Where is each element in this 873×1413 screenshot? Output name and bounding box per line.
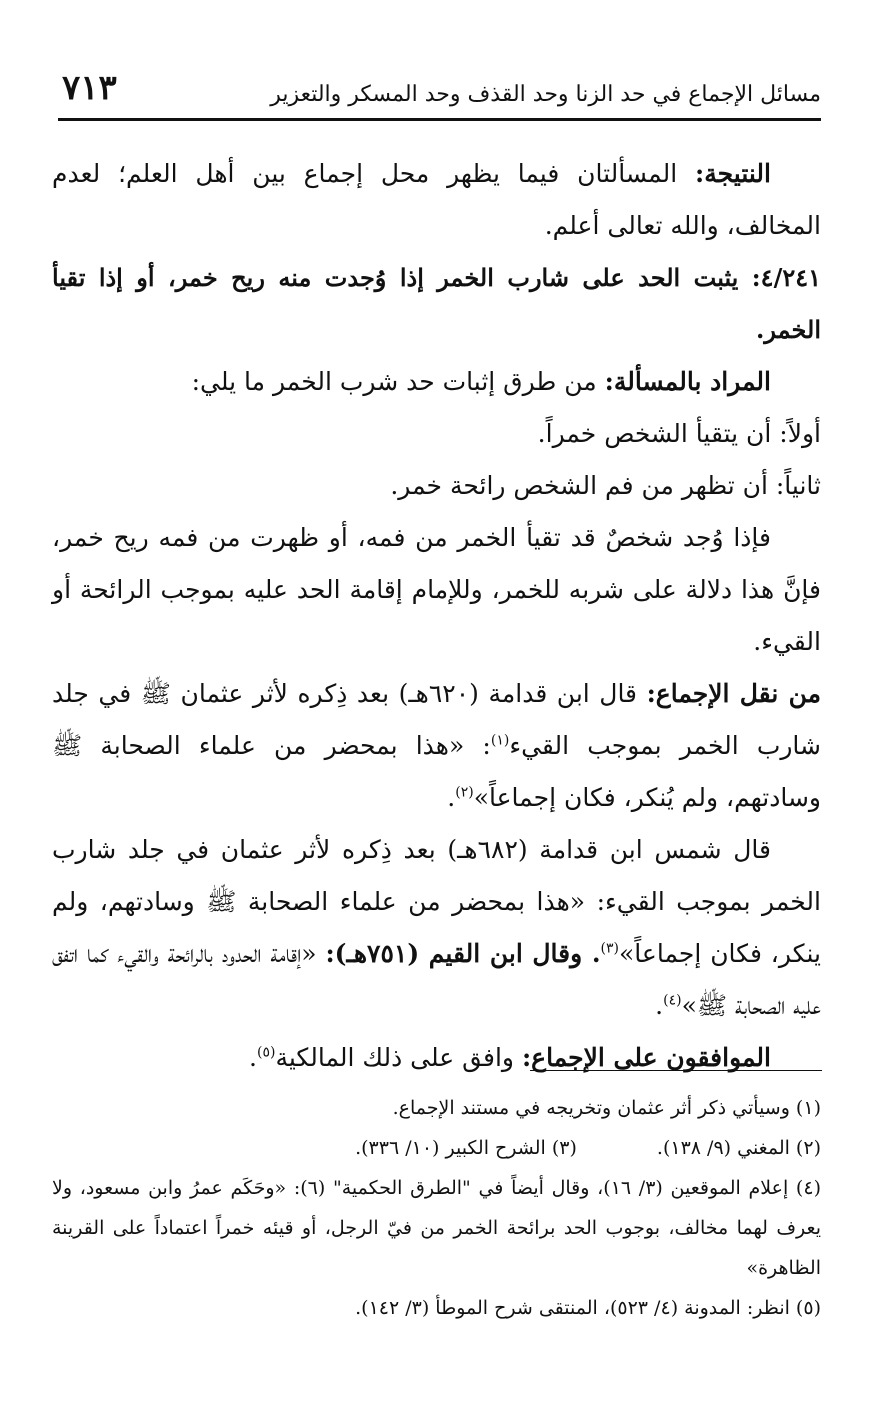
- agreeing-label: الموافقون على الإجماع:: [521, 1043, 771, 1072]
- result-label: النتيجة:: [695, 159, 771, 188]
- transmission-paragraph: من نقل الإجماع: قال ابن قدامة (٦٢٠هـ) بعد ذِكره لأثر عثمان ﷺ في جلد شارب الخمر بموجب القيء$^{(١)}$: «هذا بمحضر من علماء الصحابة ﷺ وسادتهم، ولم يُنكر، فكان إجماعاً»$^{(٢)}$.: [52, 679, 821, 812]
- transmission-text-b: : «هذا بمحضر من علماء الصحابة ﷺ وسادتهم، ولم يُنكر، فكان إجماعاً»: [52, 731, 821, 812]
- page-number: ٧١٣: [62, 68, 117, 108]
- meaning-text: من طرق إثبات حد شرب الخمر ما يلي:: [191, 367, 597, 396]
- result-paragraph: [52, 148, 821, 252]
- footnote-row-2-3: [52, 1128, 821, 1168]
- second-method: ثانياً: أن تظهر من فم الشخص رائحة خمر.: [390, 471, 821, 500]
- footnote-3: (٣) الشرح الكبير (١٠/ ٣٣٦).: [355, 1137, 577, 1159]
- page-header: [58, 60, 821, 121]
- footnotes: [52, 1088, 821, 1328]
- footnote-ref-5: (٥): [257, 1044, 276, 1061]
- footnote-ref-4: (٤): [663, 992, 682, 1009]
- footnote-5: (٥) انظر: المدونة (٤/ ٥٢٣)، المنتقى شرح الموطأ (٣/ ١٤٢).: [355, 1297, 821, 1319]
- first-method: أولاً: أن يتقيأ الشخص خمراً.: [537, 419, 821, 448]
- agreeing-text: وافق على ذلك المالكية: [275, 1043, 514, 1072]
- shams-paragraph: قال شمس ابن قدامة (٦٨٢هـ) بعد ذِكره لأثر عثمان في جلد شارب الخمر بموجب القيء: «هذا بمحضر من علماء الصحابة ﷺ وسادتهم، ولم ينكر، فكان إجماعاً»$^{(٣)}$. وقال ابن القيم (٧٥١هـ): «إقامة الحدود بالرائحة والقيء كما اتفق عليه الصحابة ﷺ»$^{(٤)}$.: [52, 835, 821, 1020]
- meaning-label: المراد بالمسألة:: [604, 367, 771, 396]
- footnote-gap: [577, 1128, 657, 1168]
- shams-text: قال شمس ابن قدامة (٦٨٢هـ) بعد ذِكره لأثر عثمان في جلد شارب الخمر بموجب القيء: «هذا بمحضر من علماء الصحابة ﷺ وسادتهم، ولم ينكر، فكان إجماعاً»: [52, 835, 821, 968]
- ibn-qayyim-label: . وقال ابن القيم (٧٥١هـ):: [325, 939, 601, 968]
- footnote-2: (٢) المغني (٩/ ١٣٨).: [656, 1137, 821, 1159]
- footnote-ref-2: (٢): [455, 784, 474, 801]
- running-title: مسائل الإجماع في حد الزنا وحد القذف وحد المسكر والتعزير: [270, 82, 821, 107]
- meaning-paragraph: [52, 356, 821, 408]
- ibn-qayyim-text: «إقامة الحدود بالرائحة والقيء كما اتفق عليه الصحابة ﷺ»: [52, 939, 821, 1020]
- agreeing-paragraph: الموافقون على الإجماع: وافق على ذلك المالكية$^{(٥)}$.: [249, 1043, 771, 1072]
- transmission-label: من نقل الإجماع:: [646, 679, 821, 708]
- result-text: المسألتان فيما يظهر محل إجماع بين أهل العلم؛ لعدم المخالف، والله تعالى أعلم.: [52, 159, 821, 240]
- footnote-divider: [530, 1070, 822, 1071]
- transmission-text-a: قال ابن قدامة (٦٢٠هـ) بعد ذِكره لأثر عثمان ﷺ في جلد شارب الخمر بموجب القيء: [52, 679, 821, 760]
- footnote-ref-3: (٣): [600, 940, 620, 957]
- footnote-4: (٤) إعلام الموقعين (٣/ ١٦)، وقال أيضاً في "الطرق الحكمية" (٦): «وحَكَم عمرُ وابن مسعود، ولا يعرف لهما مخالف، بوجوب الحد برائحة الخمر من فيّ الرجل، أو قيئه خمراً اعتماداً على القرينة الظاهرة»: [52, 1177, 821, 1279]
- main-text: [52, 148, 821, 1084]
- rule-heading: ٤/٢٤١: يثبت الحد على شارب الخمر إذا وُجدت منه ريح خمر، أو إذا تقيأ الخمر.: [52, 263, 821, 344]
- consequence-paragraph: فإذا وُجد شخصٌ قد تقيأ الخمر من فمه، أو ظهرت من فمه ريح خمر، فإنَّ هذا دلالة على شربه للخمر، وللإمام إقامة الحد عليه بموجب الرائحة أو القيء.: [52, 523, 821, 656]
- footnote-1: (١) وسيأتي ذكر أثر عثمان وتخريجه في مستند الإجماع.: [392, 1097, 821, 1119]
- footnote-ref-1: (١): [490, 732, 510, 749]
